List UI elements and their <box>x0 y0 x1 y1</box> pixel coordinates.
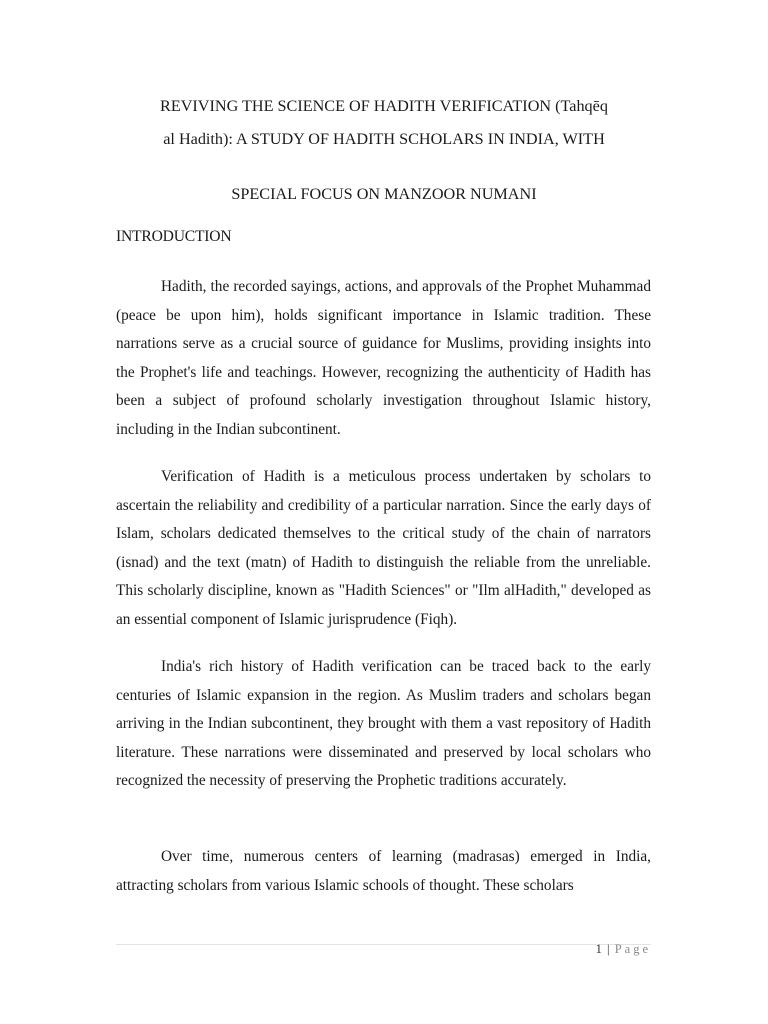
footer-divider <box>116 944 651 945</box>
paragraph: Verification of Hadith is a meticulous process undertaken by scholars to ascertain the reliability and credibility of a particular narration. Since the early days of Islam, scholars dedicated themselves to the critical study of the chain of narrators (isnad) and the text (matn) of Hadith to distinguish the reliable from the unreliable. This scholarly discipline, known as "Hadith Sciences" or "Ilm alHadith," developed as an essential component of Islamic jurisprudence (Fiqh). <box>116 468 651 628</box>
document-title <box>110 90 658 211</box>
page-number: 1 <box>595 942 602 956</box>
paragraph: Over time, numerous centers of learning (madrasas) emerged in India, attracting scholars from various Islamic schools of thought. These scholars <box>116 848 651 894</box>
title-line-1: REVIVING THE SCIENCE OF HADITH VERIFICATION (Tahqēq <box>160 97 608 115</box>
footer-separator: | <box>607 942 610 956</box>
section-heading: INTRODUCTION <box>116 228 232 245</box>
title-line-2: al Hadith): A STUDY OF HADITH SCHOLARS IN INDIA, WITH <box>163 130 605 148</box>
paragraph: Hadith, the recorded sayings, actions, and approvals of the Prophet Muhammad (peace be upon him), holds significant importance in Islamic tradition. These narrations serve as a crucial source of guidance for Muslims, providing insights into the Prophet's life and teachings. However, recognizing the authenticity of Hadith has been a subject of profound scholarly investigation throughout Islamic history, including in the Indian subcontinent. <box>116 278 651 438</box>
page-label: Page <box>614 942 651 956</box>
paragraph: India's rich history of Hadith verification can be traced back to the early centuries of Islamic expansion in the region. As Muslim traders and scholars began arriving in the Indian subcontinent, they brought with them a vast repository of Hadith literature. These narrations were disseminated and preserved by local scholars who recognized the necessity of preserving the Prophetic traditions accurately. <box>116 658 651 789</box>
title-line-3: SPECIAL FOCUS ON MANZOOR NUMANI <box>231 185 537 203</box>
page-footer <box>596 942 651 957</box>
